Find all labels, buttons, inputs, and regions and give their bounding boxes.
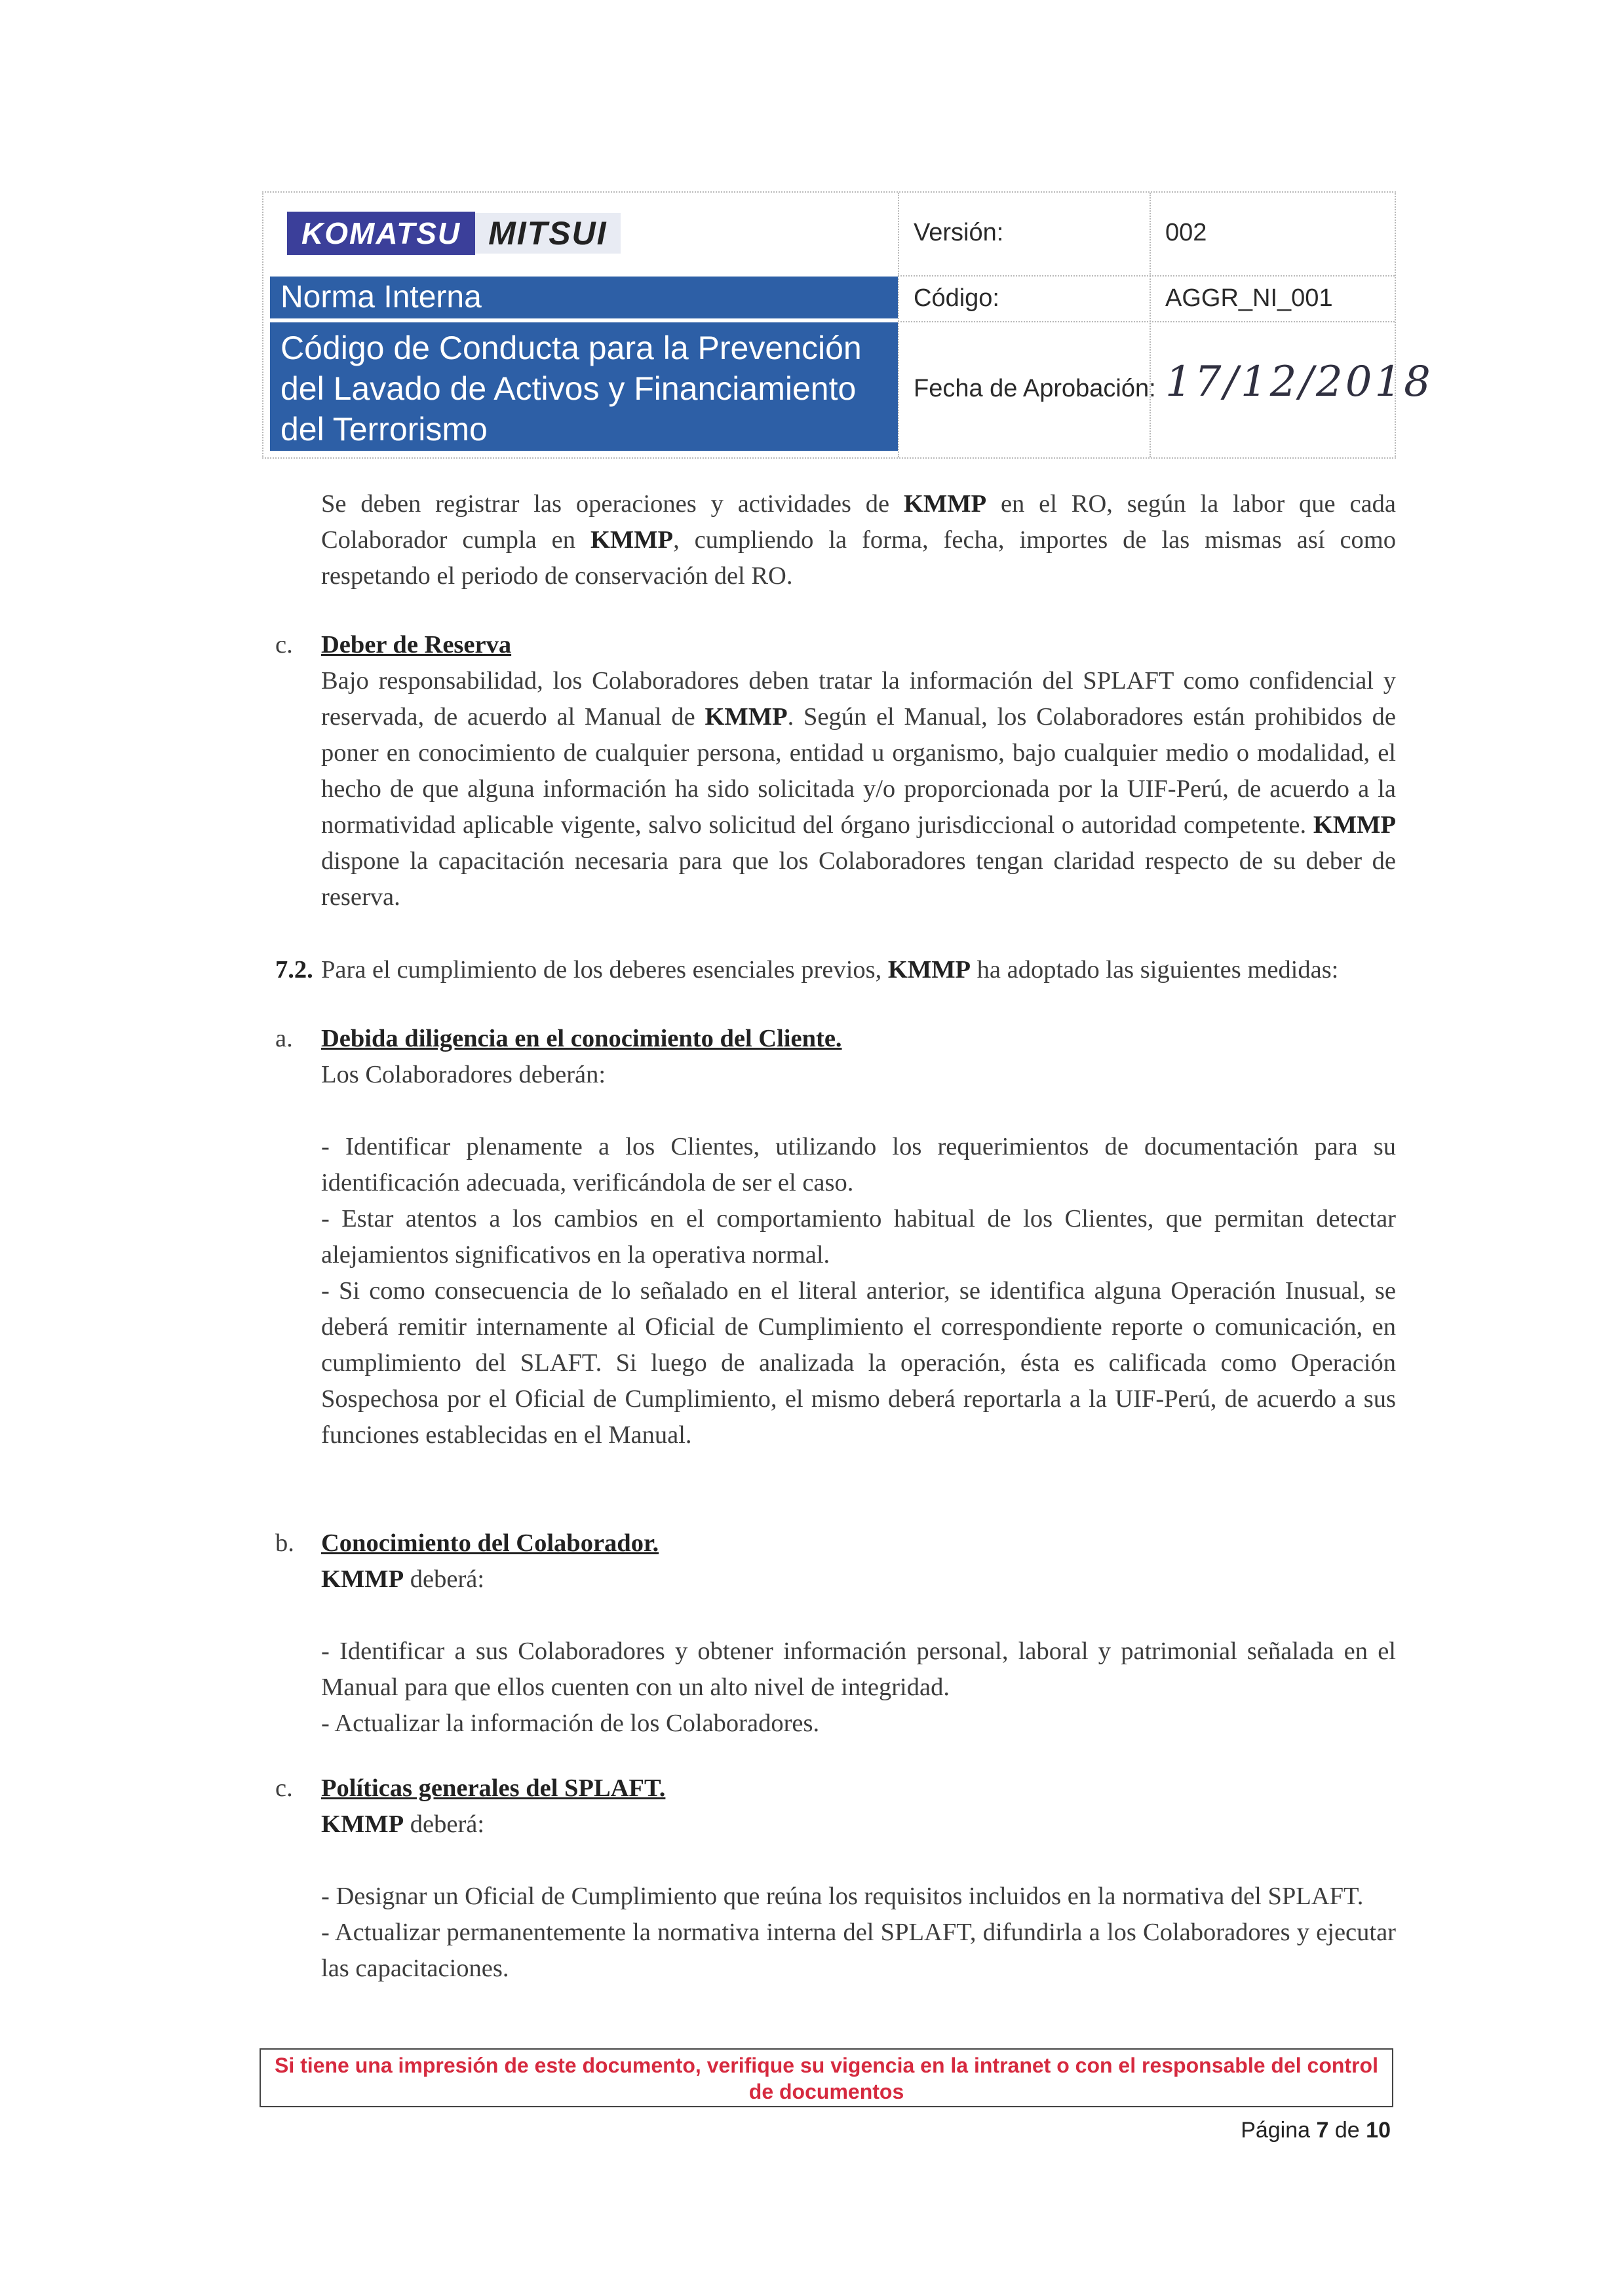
document-title: Código de Conducta para la Prevención del Lavado de Activos y Financiamiento del Terrorismo <box>270 322 898 451</box>
text-run: Para el cumplimiento de los deberes esenciales previos, <box>321 956 888 984</box>
section-label: 7.2. <box>275 956 313 984</box>
section-title: Debida diligencia en el conocimiento del Cliente. <box>321 1025 842 1052</box>
print-validity-notice: Si tiene una impresión de este documento, verifique su vigencia en la intranet o con el responsable del control de documentos <box>260 2048 1393 2107</box>
section-title: Conocimiento del Colaborador. <box>321 1529 659 1557</box>
text-run: dispone la capacitación necesaria para que los Colaboradores tengan claridad respecto de su deber de reserva. <box>321 847 1396 911</box>
list-item: - Estar atentos a los cambios en el comportamiento habitual de los Clientes, que permitan detectar alejamientos significativos en la operativa normal. <box>321 1205 1396 1269</box>
norma-interna-label: Norma Interna <box>270 277 898 318</box>
komatsu-logo: KOMATSU <box>287 212 475 255</box>
mitsui-logo: MITSUI <box>475 213 620 254</box>
section-title: Deber de Reserva <box>321 631 512 659</box>
codigo-value: AGGR_NI_001 <box>1165 284 1333 312</box>
page-of: de <box>1334 2118 1360 2143</box>
section-b-conocimiento-colaborador <box>275 1525 1396 1742</box>
list-item: - Identificar a sus Colaboradores y obtener información personal, laboral y patrimonial señalada en el Manual para que ellos cuenten con un alto nivel de integridad. <box>321 1637 1396 1701</box>
header-divider <box>898 275 1395 277</box>
section-paragraph <box>321 952 1396 988</box>
section-label: c. <box>275 631 293 659</box>
fecha-aprobacion-handwritten: 17/12/2018 <box>1165 358 1433 406</box>
bullet-list <box>321 1879 1396 1987</box>
text-run: Bajo responsabilidad, los Colaboradores deben tratar la información del SPLAFT como confidencial y reservada, de acuerdo al Manual de <box>321 667 1396 731</box>
section-7-2 <box>275 952 1396 988</box>
header-divider <box>898 193 899 457</box>
document-body <box>275 486 1397 1987</box>
bullet-list <box>321 1634 1396 1742</box>
section-title: Políticas generales del SPLAFT. <box>321 1774 666 1802</box>
kmmp-bold: KMMP <box>1313 811 1396 839</box>
page-current: 7 <box>1316 2118 1329 2143</box>
page-number <box>1241 2118 1391 2143</box>
text-run: en el RO, según la labor que cada Colaborador cumpla en <box>321 490 1397 554</box>
header-divider <box>898 321 1395 322</box>
section-c-politicas-generales <box>275 1770 1396 1987</box>
version-label: Versión: <box>914 219 1004 246</box>
section-subtitle <box>321 1807 1396 1843</box>
text-run: Se deben registrar las operaciones y actividades de <box>321 490 904 518</box>
list-item: - Actualizar la información de los Colaboradores. <box>321 1710 820 1737</box>
text-run: deberá: <box>404 1810 485 1838</box>
section-label: c. <box>275 1774 293 1802</box>
text-run: ha adoptado las siguientes medidas: <box>971 956 1339 984</box>
section-c-deber-reserva <box>275 627 1396 915</box>
list-item: - Identificar plenamente a los Clientes, utilizando los requerimientos de documentación para su identificación adecuada, verificándola de ser el caso. <box>321 1133 1396 1196</box>
version-value: 002 <box>1165 219 1207 246</box>
intro-paragraph <box>321 486 1396 594</box>
kmmp-bold: KMMP <box>321 1810 404 1838</box>
text-run: , cumpliendo la forma, fecha, importes de las mismas así como respetando el periodo de conservación del RO. <box>321 526 1396 590</box>
codigo-label: Código: <box>914 284 999 312</box>
kmmp-bold: KMMP <box>321 1565 404 1593</box>
section-paragraph <box>321 663 1396 915</box>
list-item: - Actualizar permanentemente la normativa interna del SPLAFT, difundirla a los Colaboradores y ejecutar las capacitaciones. <box>321 1919 1396 1982</box>
section-label: b. <box>275 1529 294 1557</box>
document-header-table <box>262 191 1433 459</box>
fecha-aprobacion-label: Fecha de Aprobación: <box>914 375 1156 402</box>
section-label: a. <box>275 1025 293 1052</box>
company-logos <box>287 212 621 254</box>
kmmp-bold: KMMP <box>590 526 674 554</box>
section-subtitle <box>321 1561 1396 1598</box>
list-item: - Designar un Oficial de Cumplimiento que reúna los requisitos incluidos en la normativa del SPLAFT. <box>321 1883 1364 1910</box>
kmmp-bold: KMMP <box>887 956 971 984</box>
kmmp-bold: KMMP <box>903 490 987 518</box>
kmmp-bold: KMMP <box>705 703 788 731</box>
page-label: Página <box>1241 2118 1311 2143</box>
section-a-debida-diligencia <box>275 1021 1396 1453</box>
list-item: - Si como consecuencia de lo señalado en el literal anterior, se identifica alguna Operación Inusual, se deberá remitir internamente al Oficial de Cumplimiento el correspondiente reporte o comunicación, en cumplimiento del SLAFT. Si luego de analizada la operación, ésta es calificada como Operación Sospechosa por el Oficial de Cumplimiento, el mismo deberá reportarla a la UIF-Perú, de acuerdo a sus funciones establecidas en el Manual. <box>321 1277 1396 1449</box>
text-run: deberá: <box>404 1565 485 1593</box>
page-total: 10 <box>1366 2118 1391 2143</box>
section-subtitle: Los Colaboradores deberán: <box>321 1061 606 1088</box>
header-divider <box>1150 193 1151 457</box>
bullet-list <box>321 1129 1396 1453</box>
text-run: . Según el Manual, los Colaboradores están prohibidos de poner en conocimiento de cualquier persona, entidad u organismo, bajo cualquier medio o modalidad, el hecho de que alguna información ha sido solicitada y/o proporcionada por la UIF-Perú, de acuerdo a la normatividad aplicable vigente, salvo solicitud del órgano jurisdiccional o autoridad competente. <box>321 703 1396 839</box>
